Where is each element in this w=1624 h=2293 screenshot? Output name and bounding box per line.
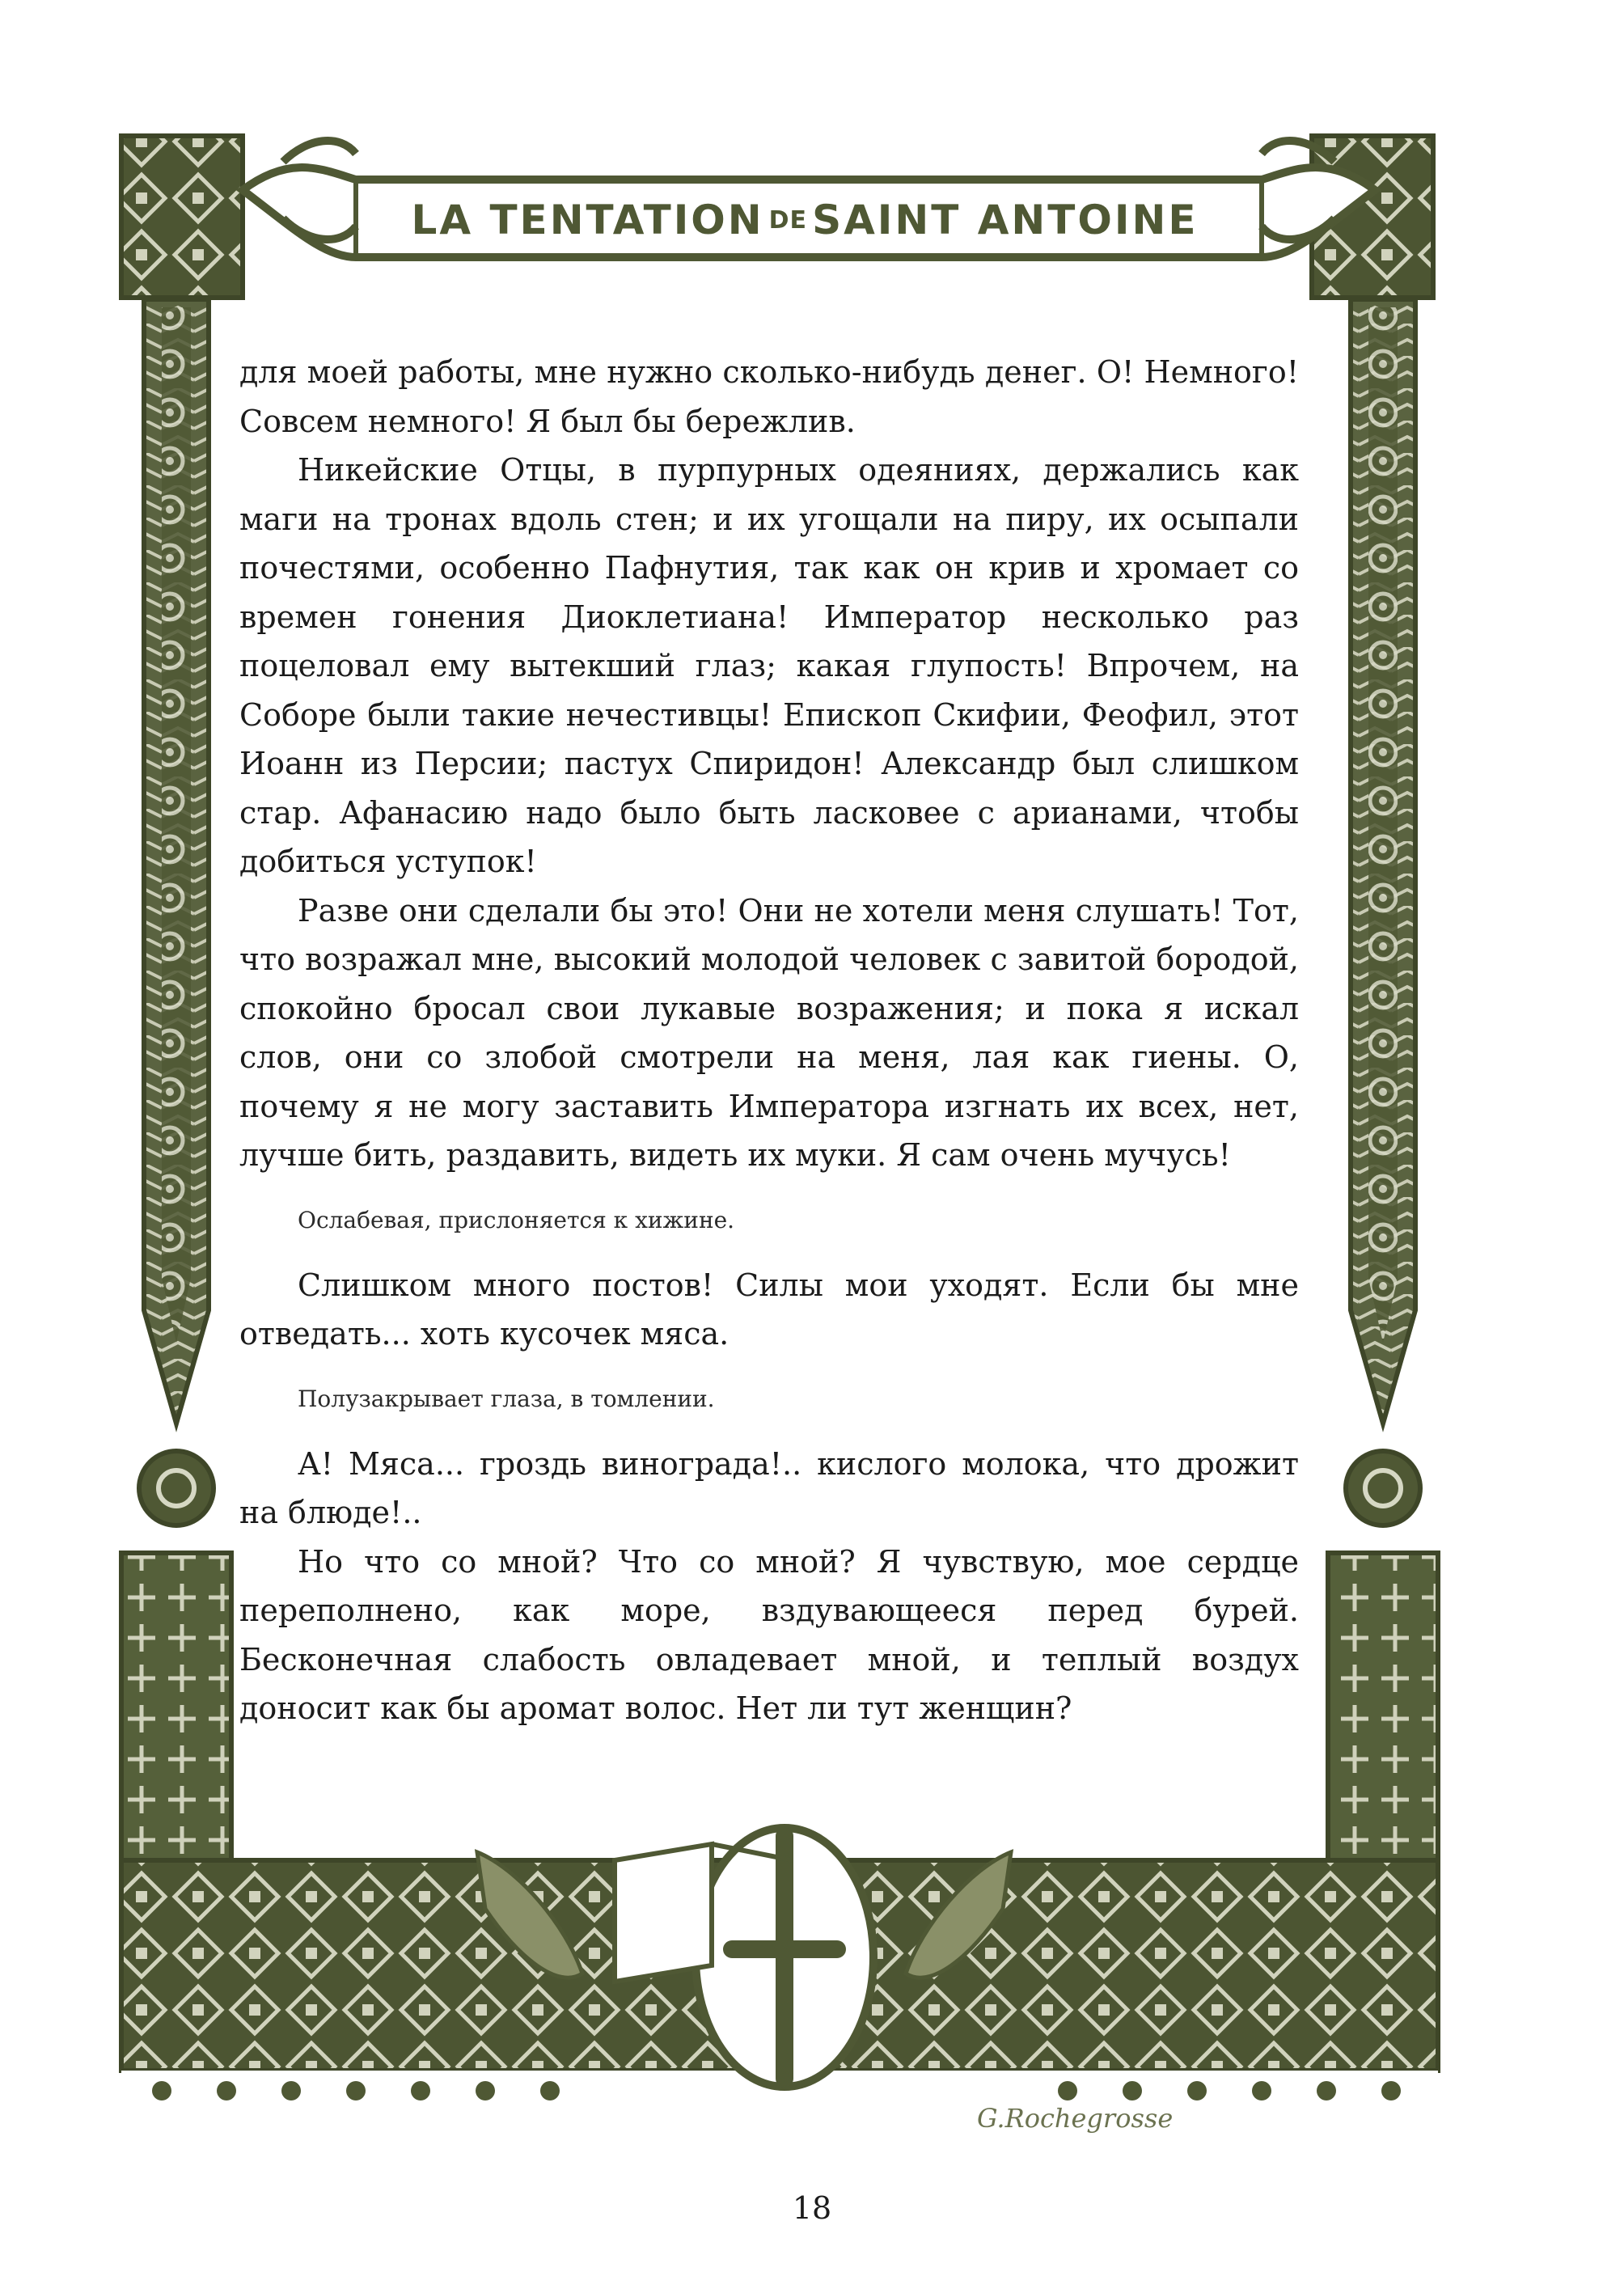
paragraph-1: для моей работы, мне нужно сколько-нибудь денег. О! Немного! Совсем немного! Я был бы бережлив. bbox=[239, 354, 1299, 439]
paragraph-2: Никейские Отцы, в пурпурных одеяниях, держались как маги на тронах вдоль стен; и их угощали на пиру, их осыпали почестями, особенно Пафнутия, так как он крив и хромает со времен гонения Диоклетиана! Император несколько раз поцеловал ему вытекший глаз; какая глупость! Впрочем, на Соборе были такие нечестивцы! Епископ Скифии, Феофил, этот Иоанн из Персии; пастух Спиридон! Александр был слишком стар. Афанасию надо было быть ласковее с арианами, чтобы добиться уступок! bbox=[239, 452, 1299, 879]
stage-direction-1: Ослабевая, прислоняется к хижине. bbox=[298, 1206, 735, 1233]
main-text bbox=[239, 348, 1299, 1733]
page-number: 18 bbox=[792, 2190, 832, 2226]
title-small-part: DE bbox=[768, 205, 808, 235]
title-part-1: LA TENTATION bbox=[411, 197, 764, 243]
paragraph-6: Но что со мной? Что со мной? Я чувствую, мое сердце переполнено, как море, вздувающееся перед бурей. Бесконечная слабость овладевает мной, и теплый воздух доносит как бы аромат волос. Нет ли тут женщин? bbox=[239, 1543, 1299, 1726]
book-title-banner bbox=[368, 180, 1241, 260]
paragraph-3: Разве они сделали бы это! Они не хотели меня слушать! Тот, что возражал мне, высокий молодой человек с завитой бородой, спокойно бросал свои лукавые возражения; и пока я искал слов, они со злобой смотрели на меня, лая как гиены. О, почему я не могу заставить Императора изгнать их всех, нет, лучше бить, раздавить, видеть их муки. Я сам очень мучусь! bbox=[239, 892, 1299, 1173]
title-part-2: SAINT ANTOINE bbox=[812, 197, 1199, 243]
open-book-icon bbox=[615, 1844, 712, 1982]
stage-direction-2: Полузакрывает глаза, в томлении. bbox=[298, 1385, 715, 1412]
top-left-corner-block bbox=[121, 136, 243, 298]
artist-signature: G.Rochegrosse bbox=[977, 2103, 1174, 2134]
paragraph-5: А! Мяса... гроздь винограда!.. кислого молока, что дрожит на блюде!.. bbox=[239, 1445, 1299, 1530]
left-border-column bbox=[121, 299, 231, 1876]
paragraph-4: Слишком много постов! Силы мои уходят. Если бы мне отведать... хоть кусочек мяса. bbox=[239, 1267, 1299, 1352]
right-border-column bbox=[1328, 299, 1438, 1876]
